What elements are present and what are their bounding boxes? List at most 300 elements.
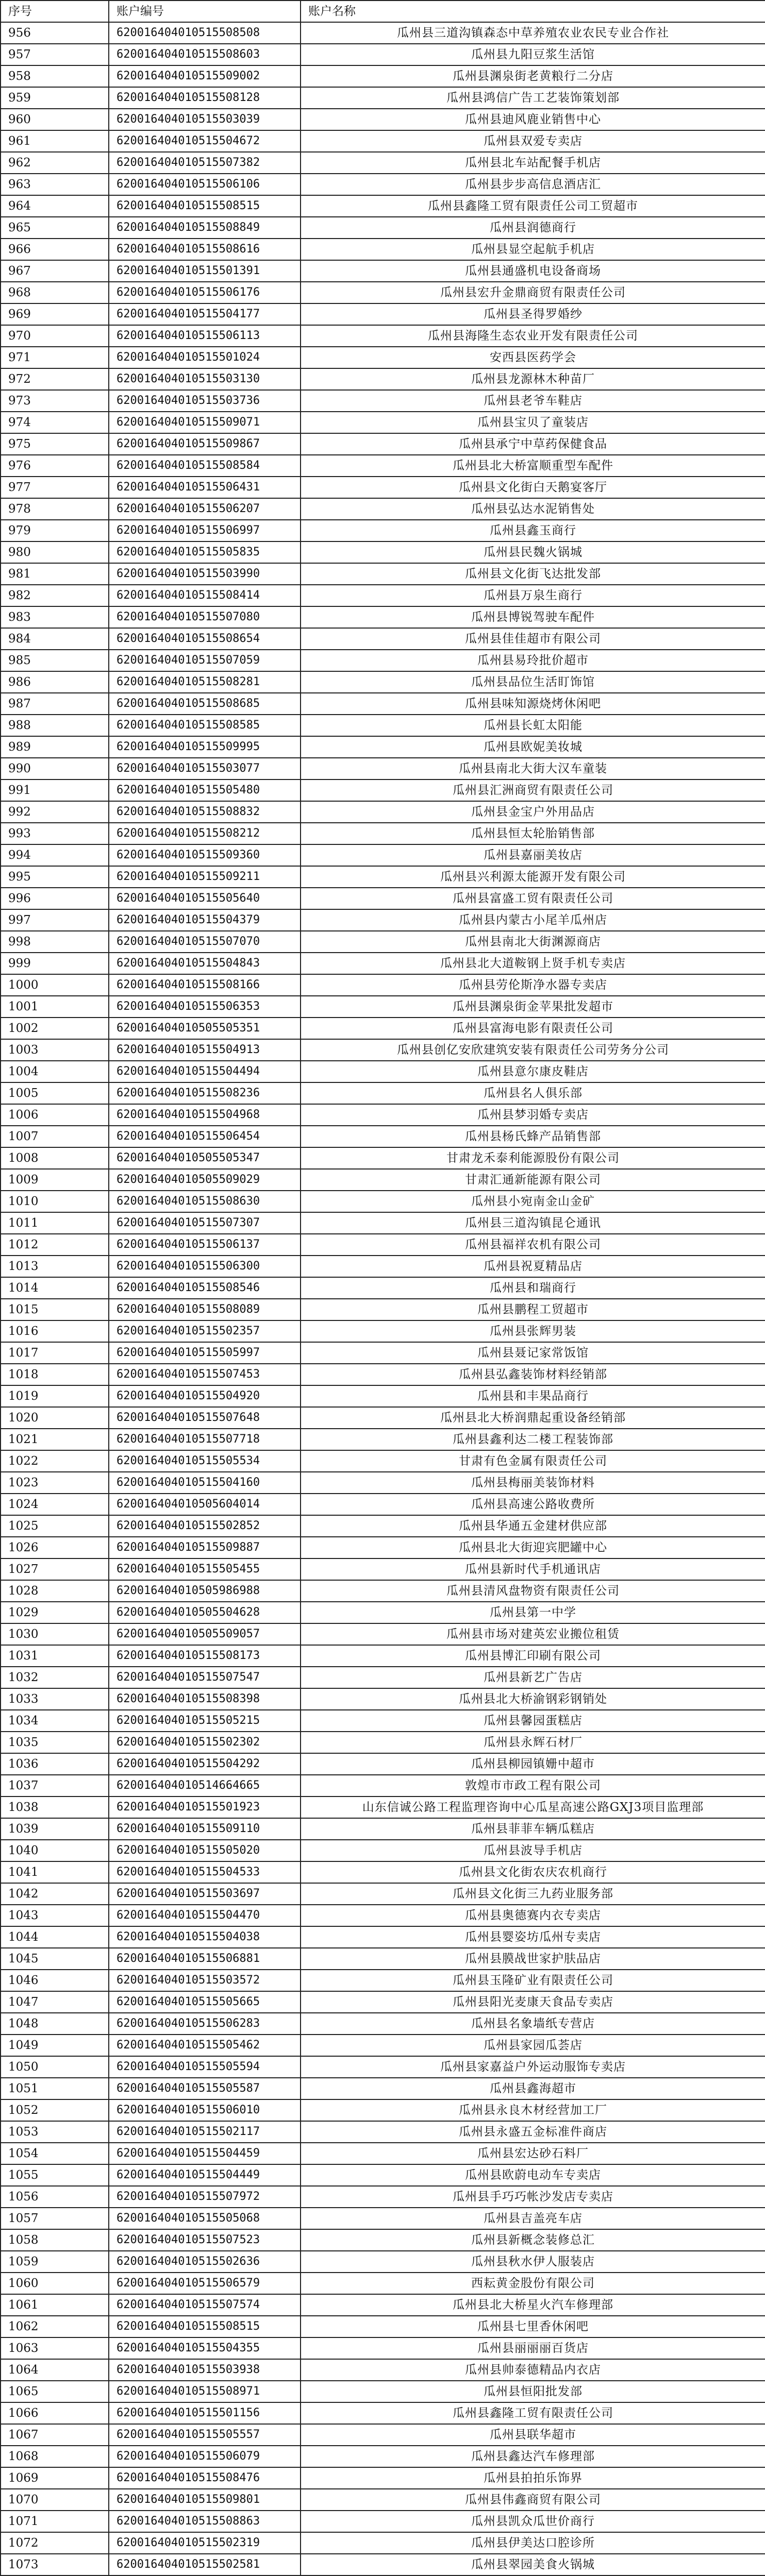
row-account-name: 瓜州县万泉生商行 <box>301 585 765 606</box>
row-index: 1028 <box>1 1580 109 1602</box>
row-index: 995 <box>1 866 109 888</box>
row-index: 1022 <box>1 1450 109 1472</box>
table-row <box>1 1926 765 1948</box>
row-account-name: 瓜州县馨园蛋糕店 <box>301 1710 765 1732</box>
row-account-number: 620016404010515508685 <box>109 693 301 715</box>
row-account-name: 瓜州县市场对建英宏业搬位租赁 <box>301 1623 765 1645</box>
row-account-name: 瓜州县承宁中草药保健食品 <box>301 433 765 455</box>
table-row <box>1 1580 765 1602</box>
row-account-number: 620016404010505509057 <box>109 1623 301 1645</box>
row-account-name: 瓜州县波导手机店 <box>301 1840 765 1861</box>
row-account-number: 620016404010515509887 <box>109 1537 301 1558</box>
row-account-number: 620016404010515509867 <box>109 433 301 455</box>
row-account-number: 620016404010515504355 <box>109 2337 301 2359</box>
row-index: 1008 <box>1 1147 109 1169</box>
row-account-number: 620016404010515505480 <box>109 779 301 801</box>
row-index: 970 <box>1 325 109 347</box>
row-account-number: 620016404010515504533 <box>109 1861 301 1883</box>
row-account-number: 620016404010515508212 <box>109 823 301 844</box>
row-account-name: 瓜州县渊泉街老黄粮行二分店 <box>301 65 765 87</box>
row-account-number: 620016404010515506176 <box>109 282 301 303</box>
row-account-name: 瓜州县品位生活盯饰馆 <box>301 671 765 693</box>
row-index: 959 <box>1 87 109 109</box>
table-row <box>1 1450 765 1472</box>
row-account-number: 620016404010515506997 <box>109 520 301 541</box>
table-row <box>1 1775 765 1797</box>
row-account-number: 620016404010505505347 <box>109 1147 301 1169</box>
row-account-name: 瓜州县南北大街大汉车童装 <box>301 758 765 779</box>
row-account-number: 620016404010515506431 <box>109 477 301 498</box>
table-row <box>1 823 765 844</box>
table-row <box>1 2511 765 2532</box>
row-index: 1068 <box>1 2446 109 2467</box>
table-row <box>1 2099 765 2121</box>
row-index: 1037 <box>1 1775 109 1797</box>
row-account-number: 620016404010515509071 <box>109 412 301 433</box>
row-account-number: 620016404010515507648 <box>109 1407 301 1429</box>
row-index: 994 <box>1 844 109 866</box>
table-row <box>1 2121 765 2143</box>
row-index: 1013 <box>1 1256 109 1277</box>
row-account-name: 瓜州县鹏程工贸超市 <box>301 1299 765 1320</box>
row-account-number: 620016404010515506010 <box>109 2099 301 2121</box>
row-index: 1007 <box>1 1126 109 1147</box>
row-account-number: 620016404010515501923 <box>109 1797 301 1818</box>
row-index: 1053 <box>1 2121 109 2143</box>
row-account-name: 甘肃龙禾泰利能源股份有限公司 <box>301 1147 765 1169</box>
table-row <box>1 2489 765 2511</box>
row-account-number: 620016404010515508089 <box>109 1299 301 1320</box>
table-row <box>1 282 765 303</box>
row-index: 1063 <box>1 2337 109 2359</box>
row-account-name: 瓜州县鑫玉商行 <box>301 520 765 541</box>
row-account-number: 620016404010515506881 <box>109 1948 301 1970</box>
row-account-number: 620016404010515505068 <box>109 2208 301 2229</box>
table-row <box>1 736 765 758</box>
row-account-name: 瓜州县新概念装修总汇 <box>301 2229 765 2251</box>
row-account-number: 620016404010515508585 <box>109 715 301 736</box>
row-index: 1069 <box>1 2467 109 2489</box>
row-account-number: 620016404010515508849 <box>109 217 301 239</box>
row-index: 956 <box>1 22 109 44</box>
row-index: 969 <box>1 303 109 325</box>
row-account-number: 620016404010515507718 <box>109 1429 301 1450</box>
row-account-name: 瓜州县双爱专卖店 <box>301 130 765 152</box>
row-account-number: 620016404010515507972 <box>109 2186 301 2208</box>
table-row <box>1 1991 765 2013</box>
row-account-name: 敦煌市市政工程有限公司 <box>301 1775 765 1797</box>
row-account-name: 瓜州县吉盖亮车店 <box>301 2208 765 2229</box>
table-row <box>1 2467 765 2489</box>
table-row <box>1 715 765 736</box>
row-account-name: 瓜州县弘达水泥销售处 <box>301 498 765 520</box>
row-account-number: 620016404010515502117 <box>109 2121 301 2143</box>
row-index: 1025 <box>1 1515 109 1537</box>
row-account-name: 瓜州县福祥农机有限公司 <box>301 1234 765 1256</box>
table-row <box>1 2316 765 2337</box>
row-account-name: 瓜州县鑫隆工贸有限责任公司 <box>301 2402 765 2424</box>
table-row <box>1 2164 765 2186</box>
row-index: 986 <box>1 671 109 693</box>
table-row <box>1 1018 765 1039</box>
row-account-name: 瓜州县易玲批价超市 <box>301 650 765 671</box>
row-index: 1062 <box>1 2316 109 2337</box>
row-account-name: 瓜州县文化街三九药业服务部 <box>301 1883 765 1905</box>
row-account-name: 瓜州县南北大街渊源商店 <box>301 931 765 953</box>
table-row <box>1 195 765 217</box>
row-index: 965 <box>1 217 109 239</box>
row-account-name: 瓜州县通盛机电设备商场 <box>301 260 765 282</box>
row-account-number: 620016404010515503736 <box>109 390 301 412</box>
row-account-name: 瓜州县北大桥润鼎起重设备经销部 <box>301 1407 765 1429</box>
row-index: 1043 <box>1 1905 109 1926</box>
row-index: 1066 <box>1 2402 109 2424</box>
table-row <box>1 2273 765 2294</box>
table-row <box>1 87 765 109</box>
row-index: 991 <box>1 779 109 801</box>
row-account-name: 瓜州县海隆生态农业开发有限责任公司 <box>301 325 765 347</box>
table-row <box>1 1818 765 1840</box>
row-account-name: 瓜州县鑫隆工贸有限责任公司工贸超市 <box>301 195 765 217</box>
row-account-name: 瓜州县北车站配餐手机店 <box>301 152 765 174</box>
table-row <box>1 1364 765 1385</box>
row-index: 968 <box>1 282 109 303</box>
row-account-number: 620016404010505505351 <box>109 1018 301 1039</box>
row-account-name: 瓜州县欧妮美妆城 <box>301 736 765 758</box>
row-account-number: 620016404010515505640 <box>109 888 301 909</box>
row-index: 964 <box>1 195 109 217</box>
row-account-number: 620016404010515507523 <box>109 2229 301 2251</box>
row-account-name: 瓜州县兴利源太能源开发有限公司 <box>301 866 765 888</box>
row-account-number: 620016404010515507307 <box>109 1212 301 1234</box>
row-account-name: 山东信诚公路工程监理咨询中心瓜星高速公路GXJ3项目监理部 <box>301 1797 765 1818</box>
row-account-name: 瓜州县嘉丽美妆店 <box>301 844 765 866</box>
row-account-number: 620016404010515508414 <box>109 585 301 606</box>
table-row <box>1 498 765 520</box>
row-account-name: 瓜州县文化街农庆农机商行 <box>301 1861 765 1883</box>
row-index: 1006 <box>1 1104 109 1126</box>
row-account-name: 瓜州县永辉石材厂 <box>301 1732 765 1753</box>
row-account-name: 瓜州县永良木材经营加工厂 <box>301 2099 765 2121</box>
header-row <box>1 1 765 22</box>
header-name: 账户名称 <box>301 1 765 22</box>
row-account-number: 620016404010515506353 <box>109 996 301 1018</box>
row-index: 973 <box>1 390 109 412</box>
table-row <box>1 1558 765 1580</box>
row-account-number: 620016404010515504292 <box>109 1753 301 1775</box>
table-row <box>1 239 765 260</box>
row-account-name: 瓜州县名人俱乐部 <box>301 1082 765 1104</box>
row-index: 1049 <box>1 2035 109 2056</box>
row-account-number: 620016404010515504494 <box>109 1061 301 1082</box>
table-row <box>1 2186 765 2208</box>
table-row <box>1 1861 765 1883</box>
row-account-number: 620016404010515508546 <box>109 1277 301 1299</box>
row-account-number: 620016404010515503130 <box>109 368 301 390</box>
table-row <box>1 1126 765 1147</box>
row-account-name: 瓜州县杨氏蜂产品销售部 <box>301 1126 765 1147</box>
row-index: 1073 <box>1 2554 109 2575</box>
row-account-name: 瓜州县鸿信广告工艺装饰策划部 <box>301 87 765 109</box>
table-row <box>1 1515 765 1537</box>
row-account-number: 620016404010515502302 <box>109 1732 301 1753</box>
table-row <box>1 433 765 455</box>
row-account-number: 620016404010515508281 <box>109 671 301 693</box>
row-account-number: 620016404010515506283 <box>109 2013 301 2035</box>
row-account-name: 瓜州县鑫达汽车修理部 <box>301 2446 765 2467</box>
row-account-name: 瓜州县北大桥富顺重型车配件 <box>301 455 765 477</box>
row-index: 974 <box>1 412 109 433</box>
row-index: 1046 <box>1 1970 109 1991</box>
table-row <box>1 303 765 325</box>
row-index: 1038 <box>1 1797 109 1818</box>
row-index: 1005 <box>1 1082 109 1104</box>
table-row <box>1 779 765 801</box>
row-index: 1054 <box>1 2143 109 2164</box>
row-account-name: 瓜州县宝贝了童装店 <box>301 412 765 433</box>
table-row <box>1 2056 765 2078</box>
row-account-number: 620016404010515503697 <box>109 1883 301 1905</box>
row-index: 1057 <box>1 2208 109 2229</box>
table-row <box>1 325 765 347</box>
table-row <box>1 2554 765 2575</box>
table-row <box>1 1905 765 1926</box>
table-row <box>1 2251 765 2273</box>
row-account-number: 620016404010515505835 <box>109 541 301 563</box>
row-account-name: 瓜州县新艺广告店 <box>301 1667 765 1688</box>
row-account-number: 620016404010515502852 <box>109 1515 301 1537</box>
row-account-number: 620016404010515506137 <box>109 1234 301 1256</box>
row-index: 992 <box>1 801 109 823</box>
row-account-name: 瓜州县家园瓜荟店 <box>301 2035 765 2056</box>
row-account-number: 620016404010515503990 <box>109 563 301 585</box>
row-index: 1012 <box>1 1234 109 1256</box>
row-account-name: 瓜州县劳伦斯净水器专卖店 <box>301 974 765 996</box>
row-account-name: 瓜州县高速公路收费所 <box>301 1494 765 1515</box>
row-index: 996 <box>1 888 109 909</box>
row-account-number: 620016404010515504920 <box>109 1385 301 1407</box>
row-account-number: 620016404010515508476 <box>109 2467 301 2489</box>
table-row <box>1 1082 765 1104</box>
row-account-name: 瓜州县梦羽婚专卖店 <box>301 1104 765 1126</box>
table-row <box>1 347 765 368</box>
table-row <box>1 1385 765 1407</box>
row-index: 966 <box>1 239 109 260</box>
row-index: 1032 <box>1 1667 109 1688</box>
table-row <box>1 2294 765 2316</box>
table-row <box>1 1667 765 1688</box>
row-account-name: 甘肃有色金属有限责任公司 <box>301 1450 765 1472</box>
row-index: 976 <box>1 455 109 477</box>
row-index: 1044 <box>1 1926 109 1948</box>
row-account-number: 620016404010515507070 <box>109 931 301 953</box>
table-row <box>1 628 765 650</box>
row-account-name: 瓜州县宏达砂石料厂 <box>301 2143 765 2164</box>
row-index: 1036 <box>1 1753 109 1775</box>
table-row <box>1 217 765 239</box>
row-account-name: 瓜州县三道沟镇昆仑通讯 <box>301 1212 765 1234</box>
row-account-name: 瓜州县伊美达口腔诊所 <box>301 2532 765 2554</box>
table-row <box>1 1753 765 1775</box>
table-row <box>1 909 765 931</box>
row-index: 1018 <box>1 1364 109 1385</box>
row-account-number: 620016404010515508173 <box>109 1645 301 1667</box>
row-account-number: 620016404010515508398 <box>109 1688 301 1710</box>
row-account-name: 瓜州县清风盘物资有限责任公司 <box>301 1580 765 1602</box>
table-row <box>1 1840 765 1861</box>
row-account-number: 620016404010515505462 <box>109 2035 301 2056</box>
row-index: 1009 <box>1 1169 109 1191</box>
table-row <box>1 174 765 195</box>
row-account-name: 瓜州县博汇印刷有限公司 <box>301 1645 765 1667</box>
row-account-name: 瓜州县汇洲商贸有限责任公司 <box>301 779 765 801</box>
row-index: 962 <box>1 152 109 174</box>
row-account-name: 瓜州县凯众瓜世价商行 <box>301 2511 765 2532</box>
row-account-name: 瓜州县张辉男装 <box>301 1320 765 1342</box>
row-account-name: 瓜州县伟鑫商贸有限公司 <box>301 2489 765 2511</box>
table-row <box>1 1472 765 1494</box>
ledger-body <box>1 22 765 2576</box>
table-row <box>1 2208 765 2229</box>
row-index: 1015 <box>1 1299 109 1320</box>
row-account-name: 瓜州县民魏火锅城 <box>301 541 765 563</box>
row-index: 1000 <box>1 974 109 996</box>
row-account-name: 瓜州县佳佳超市有限公司 <box>301 628 765 650</box>
table-row <box>1 1234 765 1256</box>
row-index: 961 <box>1 130 109 152</box>
row-account-name: 瓜州县梅丽美装饰材料 <box>301 1472 765 1494</box>
row-account-name: 瓜州县味知源烧烤休闲吧 <box>301 693 765 715</box>
row-account-name: 瓜州县膜战世家护肤品店 <box>301 1948 765 1970</box>
row-account-name: 瓜州县弘鑫装饰材料经销部 <box>301 1364 765 1385</box>
row-index: 1035 <box>1 1732 109 1753</box>
row-index: 980 <box>1 541 109 563</box>
table-row <box>1 520 765 541</box>
row-index: 1021 <box>1 1429 109 1450</box>
row-account-name: 瓜州县内蒙古小尾羊瓜州店 <box>301 909 765 931</box>
table-row <box>1 2532 765 2554</box>
row-account-number: 620016404010515503572 <box>109 1970 301 1991</box>
table-row <box>1 2013 765 2035</box>
table-row <box>1 758 765 779</box>
row-index: 987 <box>1 693 109 715</box>
row-account-name: 瓜州县和瑞商行 <box>301 1277 765 1299</box>
row-index: 1047 <box>1 1991 109 2013</box>
row-account-number: 620016404010515508971 <box>109 2381 301 2402</box>
row-index: 975 <box>1 433 109 455</box>
table-row <box>1 2381 765 2402</box>
row-index: 1067 <box>1 2424 109 2446</box>
row-account-number: 620016404010515506079 <box>109 2446 301 2467</box>
row-account-number: 620016404010515508128 <box>109 87 301 109</box>
row-account-name: 瓜州县意尔康皮鞋店 <box>301 1061 765 1082</box>
row-index: 1004 <box>1 1061 109 1082</box>
table-row <box>1 2359 765 2381</box>
row-index: 1065 <box>1 2381 109 2402</box>
row-account-number: 620016404010515504968 <box>109 1104 301 1126</box>
row-account-number: 620016404010515501391 <box>109 260 301 282</box>
row-account-number: 620016404010515501156 <box>109 2402 301 2424</box>
row-account-number: 620016404010515505215 <box>109 1710 301 1732</box>
row-account-number: 620016404010515502581 <box>109 2554 301 2575</box>
row-account-number: 620016404010515506207 <box>109 498 301 520</box>
row-account-number: 620016404010515502636 <box>109 2251 301 2273</box>
row-account-name: 瓜州县阳光麦康天食品专卖店 <box>301 1991 765 2013</box>
header-account: 账户编号 <box>109 1 301 22</box>
row-account-name: 瓜州县文化街飞达批发部 <box>301 563 765 585</box>
table-row <box>1 1602 765 1623</box>
table-row <box>1 1688 765 1710</box>
table-row <box>1 953 765 974</box>
row-index: 1050 <box>1 2056 109 2078</box>
row-account-name: 瓜州县长虹太阳能 <box>301 715 765 736</box>
row-account-name: 瓜州县联华超市 <box>301 2424 765 2446</box>
row-account-number: 620016404010515508654 <box>109 628 301 650</box>
table-row <box>1 2229 765 2251</box>
row-account-name: 瓜州县鑫海超市 <box>301 2078 765 2099</box>
row-account-number: 620016404010515509002 <box>109 65 301 87</box>
row-account-number: 620016404010505509029 <box>109 1169 301 1191</box>
table-row <box>1 2402 765 2424</box>
table-row <box>1 1256 765 1277</box>
row-account-number: 620016404010515503077 <box>109 758 301 779</box>
row-index: 1039 <box>1 1818 109 1840</box>
row-index: 979 <box>1 520 109 541</box>
row-account-name: 瓜州县渊泉街金苹果批发超市 <box>301 996 765 1018</box>
row-account-name: 瓜州县润德商行 <box>301 217 765 239</box>
row-index: 1070 <box>1 2489 109 2511</box>
row-account-name: 瓜州县华通五金建材供应部 <box>301 1515 765 1537</box>
row-account-name: 瓜州县第一中学 <box>301 1602 765 1623</box>
row-account-name: 瓜州县北大桥渝钢彩钢销处 <box>301 1688 765 1710</box>
row-account-name: 瓜州县富海电影有限责任公司 <box>301 1018 765 1039</box>
row-account-name: 甘肃汇通新能源有限公司 <box>301 1169 765 1191</box>
table-row <box>1 931 765 953</box>
table-row <box>1 1320 765 1342</box>
table-row <box>1 1407 765 1429</box>
table-row <box>1 2035 765 2056</box>
row-index: 967 <box>1 260 109 282</box>
table-row <box>1 22 765 44</box>
row-index: 1052 <box>1 2099 109 2121</box>
row-index: 978 <box>1 498 109 520</box>
row-account-name: 瓜州县欧蔚电动车专卖店 <box>301 2164 765 2186</box>
row-account-number: 620016404010515508863 <box>109 2511 301 2532</box>
row-account-number: 620016404010515508603 <box>109 44 301 65</box>
row-index: 1001 <box>1 996 109 1018</box>
row-account-number: 620016404010515502319 <box>109 2532 301 2554</box>
header-index: 序号 <box>1 1 109 22</box>
table-row <box>1 1710 765 1732</box>
row-account-number: 620016404010515506300 <box>109 1256 301 1277</box>
row-account-number: 620016404010515506454 <box>109 1126 301 1147</box>
row-index: 983 <box>1 606 109 628</box>
row-account-name: 瓜州县祝夏精品店 <box>301 1256 765 1277</box>
row-index: 1020 <box>1 1407 109 1429</box>
row-account-number: 620016404010515505594 <box>109 2056 301 2078</box>
row-account-number: 620016404010515507547 <box>109 1667 301 1688</box>
table-row <box>1 109 765 130</box>
row-index: 1072 <box>1 2532 109 2554</box>
row-index: 1033 <box>1 1688 109 1710</box>
row-account-name: 瓜州县富盛工贸有限责任公司 <box>301 888 765 909</box>
row-account-name: 瓜州县婴姿坊瓜州专卖店 <box>301 1926 765 1948</box>
row-account-number: 620016404010515509110 <box>109 1818 301 1840</box>
row-index: 972 <box>1 368 109 390</box>
row-index: 1029 <box>1 1602 109 1623</box>
row-index: 1061 <box>1 2294 109 2316</box>
table-row <box>1 1191 765 1212</box>
